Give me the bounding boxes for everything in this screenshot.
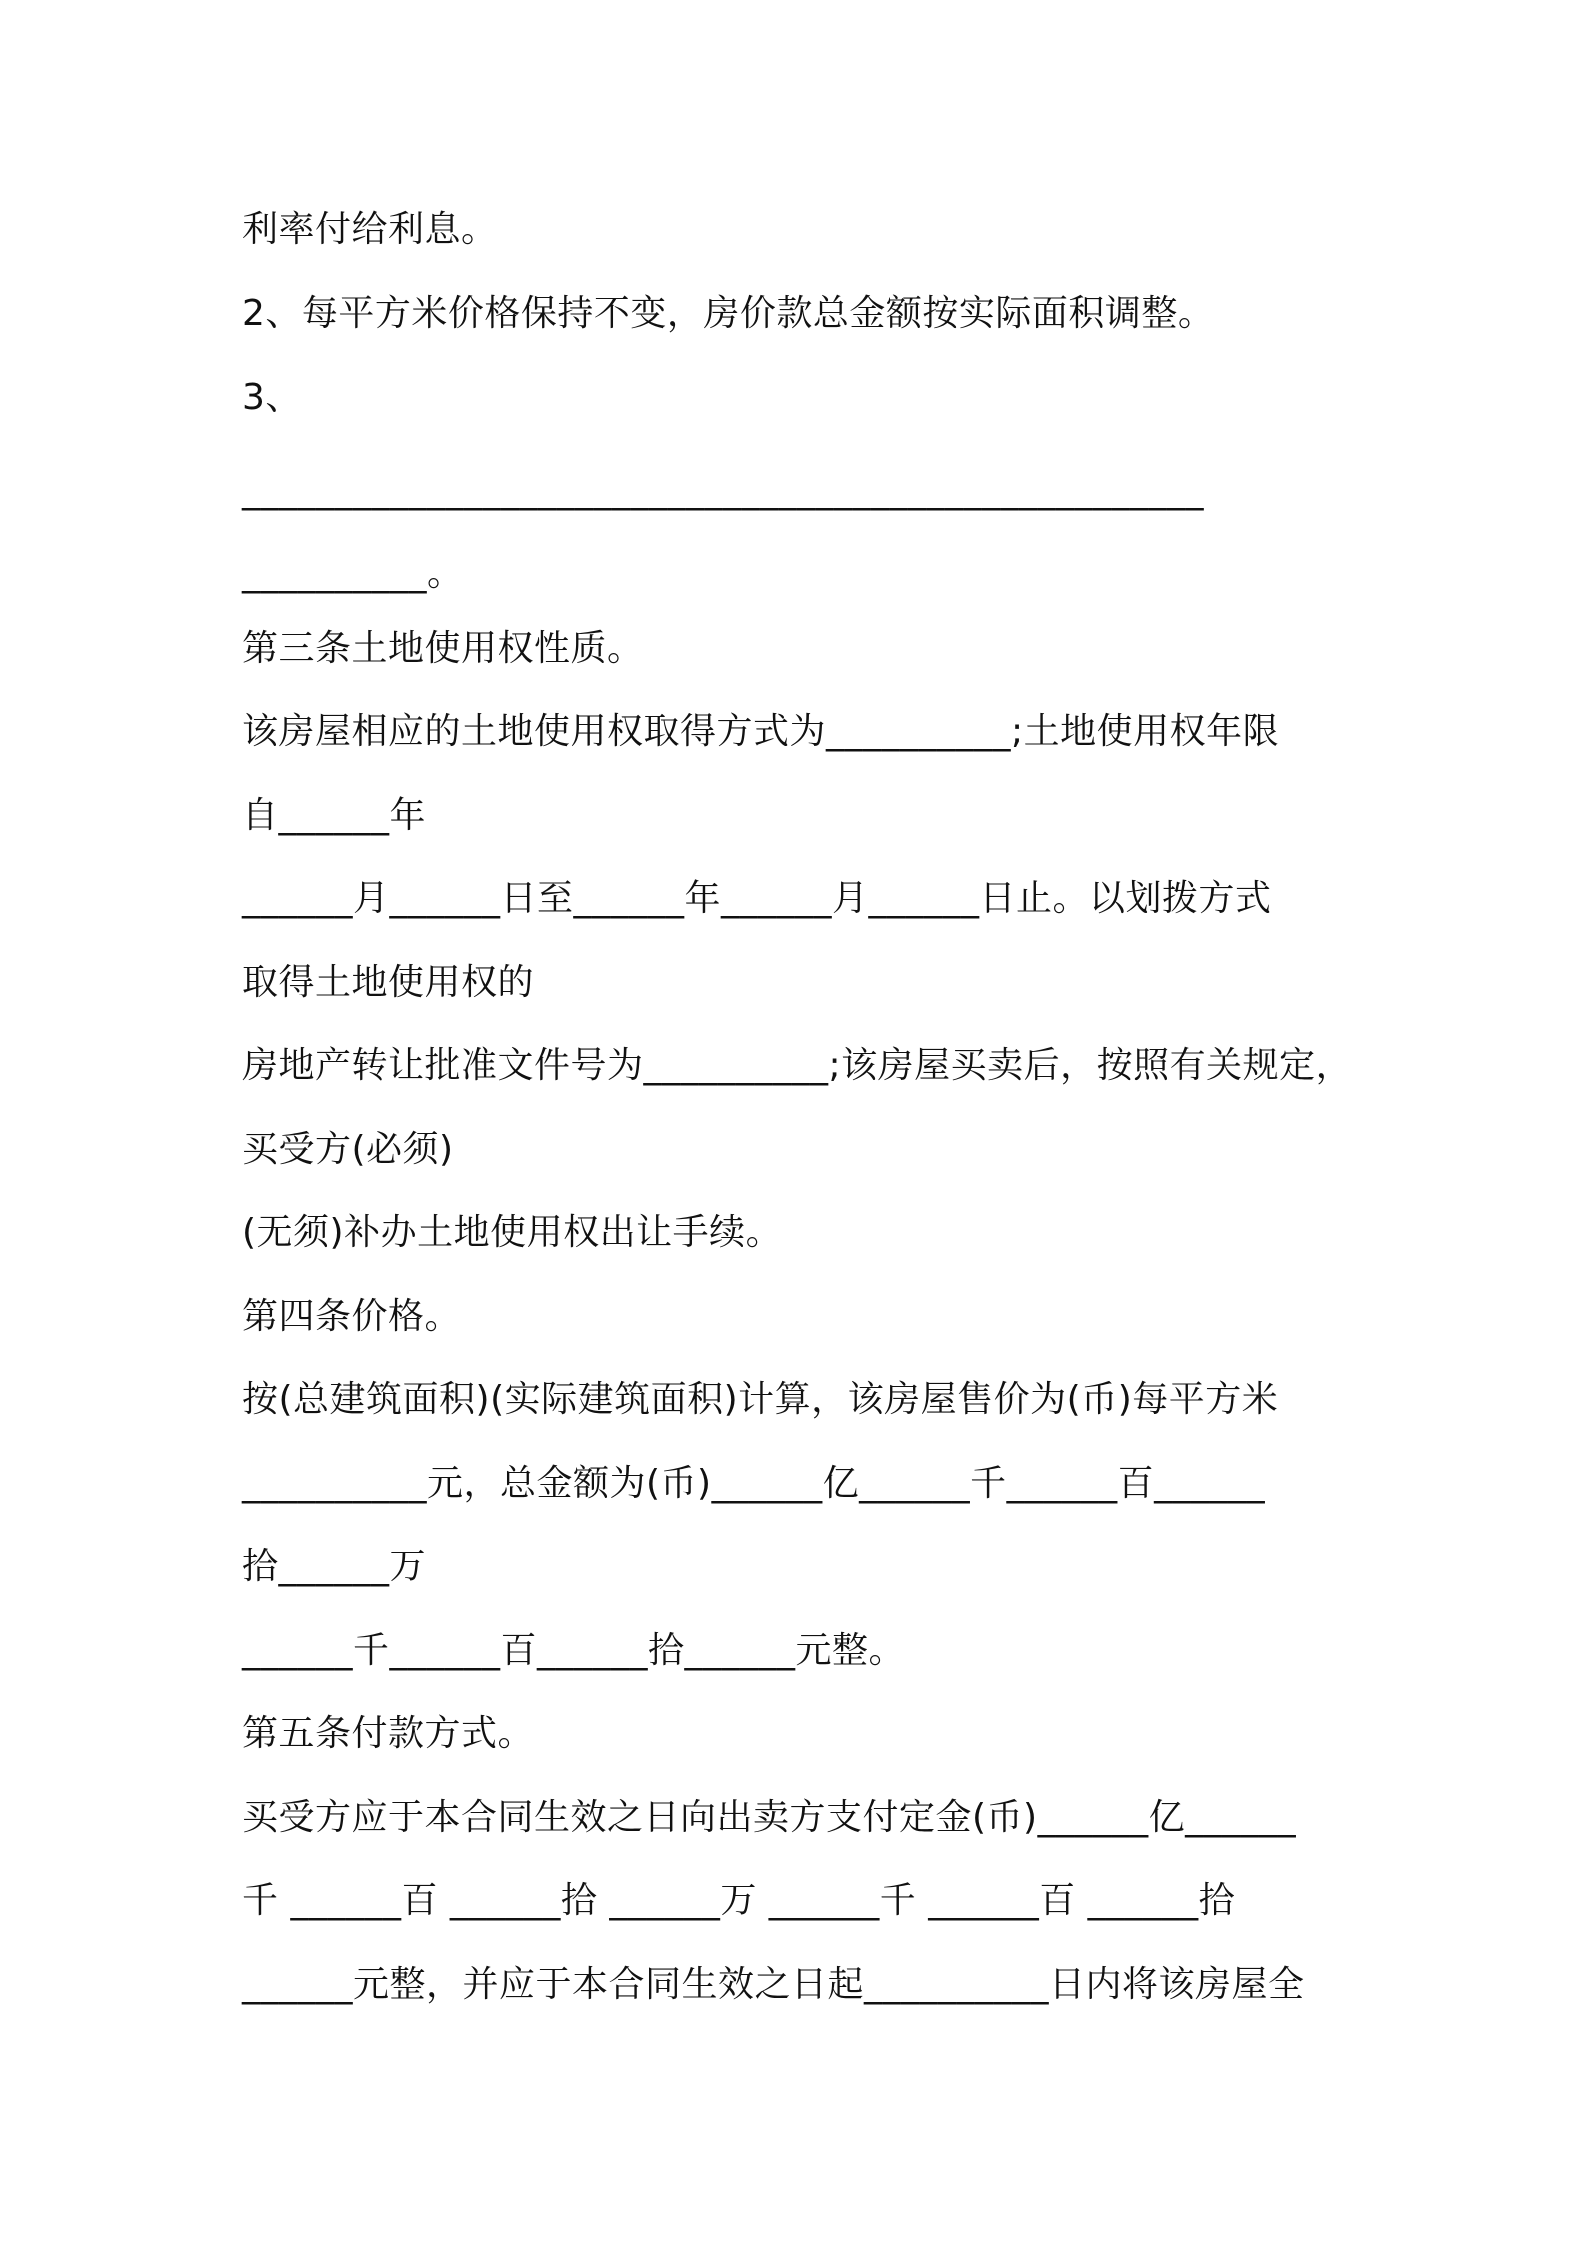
text-line: 该房屋相应的土地使用权取得方式为__________;土地使用权年限	[242, 711, 1280, 752]
text-line: 拾______万	[242, 1546, 427, 1587]
text-line: 千 ______百 ______拾 ______万 ______千 ______百 ______拾	[242, 1880, 1236, 1921]
text-line: (无须)补办土地使用权出让手续。	[242, 1212, 783, 1253]
section-heading: 第五条付款方式。	[242, 1713, 535, 1754]
text-line: 买受方(必须)	[242, 1129, 454, 1170]
section-heading: 第三条土地使用权性质。	[242, 628, 644, 669]
blank-line: ____________________________________________________	[242, 470, 1204, 511]
text-line: ______月______日至______年______月______日止。以划拨方式	[242, 878, 1272, 919]
text-line: 买受方应于本合同生效之日向出卖方支付定金(币)______亿______	[242, 1797, 1297, 1838]
text-line: 取得土地使用权的	[242, 962, 535, 1003]
text-line: 自______年	[242, 795, 427, 836]
text-line: 利率付给利息。	[242, 209, 498, 250]
text-line: ______千______百______拾______元整。	[242, 1630, 906, 1671]
text-line: ______元整，并应于本合同生效之日起__________日内将该房屋全	[242, 1964, 1305, 2005]
section-heading: 第四条价格。	[242, 1296, 462, 1337]
text-line: __________元，总金额为(币)______亿______千______百______	[242, 1463, 1266, 1504]
text-line: 按(总建筑面积)(实际建筑面积)计算，该房屋售价为(币)每平方米	[242, 1379, 1279, 1420]
text-line: __________。	[242, 553, 464, 594]
text-line: 3、	[242, 377, 302, 418]
text-line: 2、每平方米价格保持不变，房价款总金额按实际面积调整。	[242, 293, 1215, 334]
text-line: 房地产转让批准文件号为__________;该房屋买卖后，按照有关规定，	[242, 1045, 1353, 1086]
